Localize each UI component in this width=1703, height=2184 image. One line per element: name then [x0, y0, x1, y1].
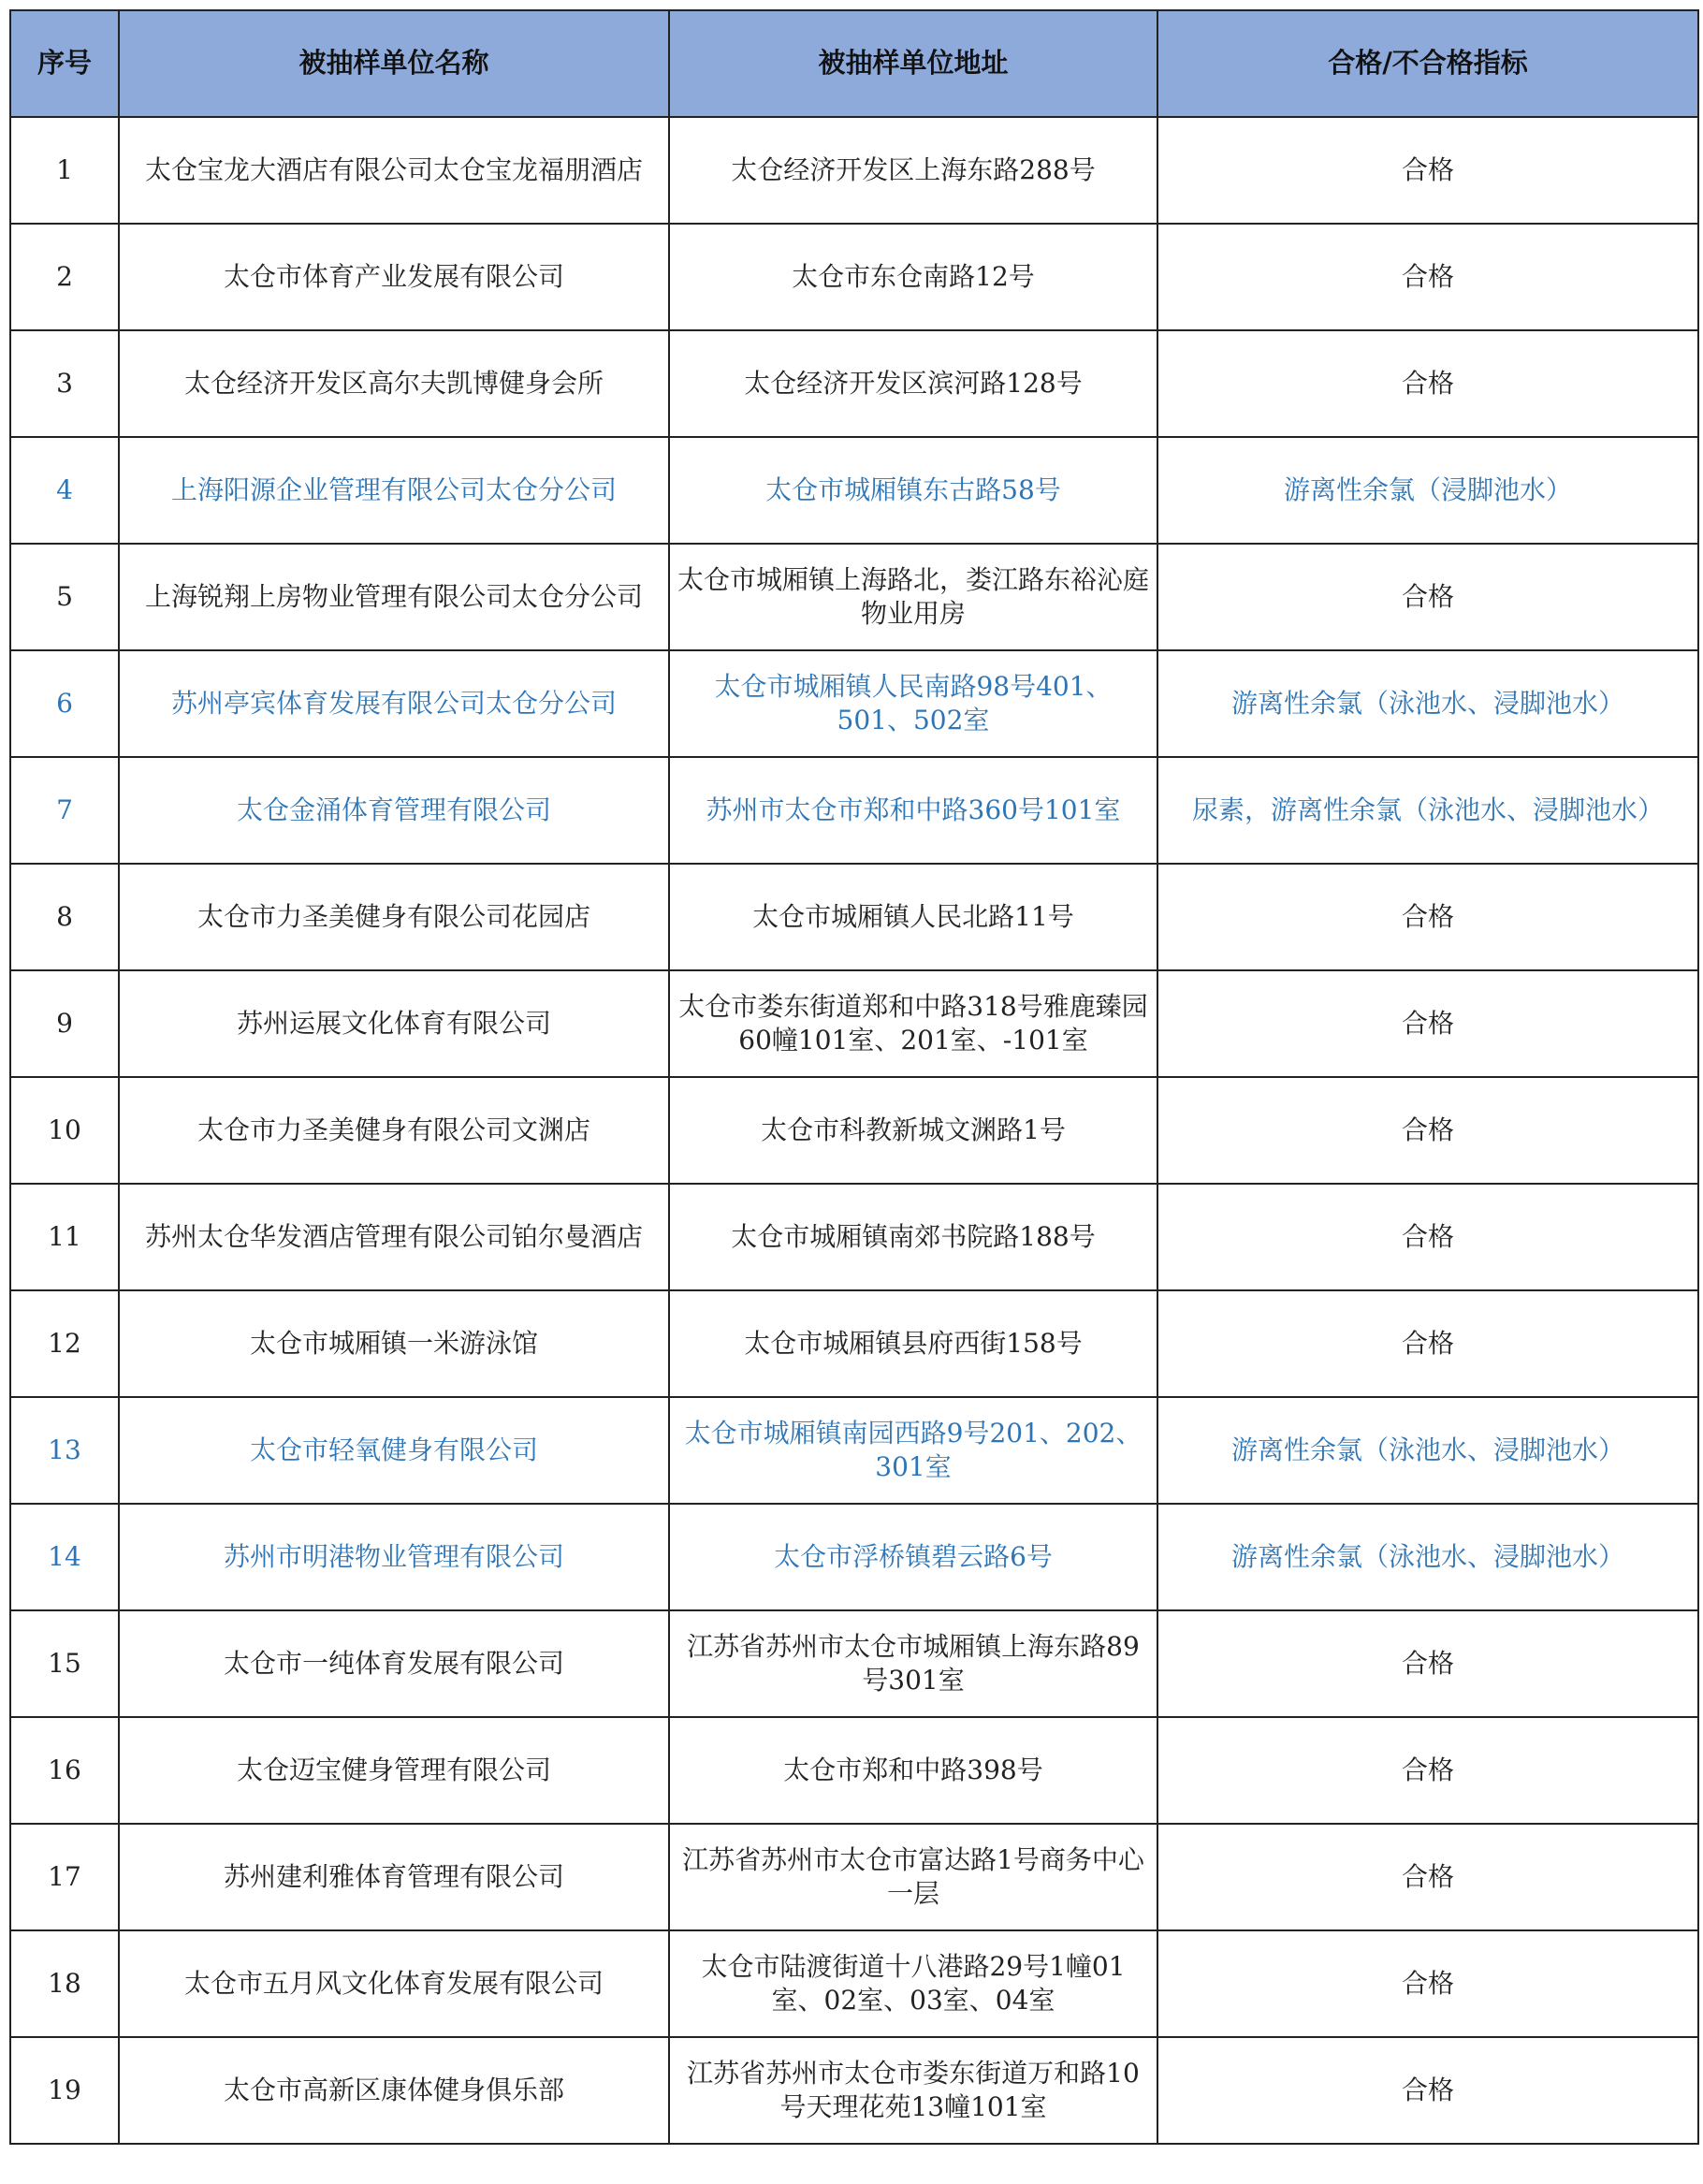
cell-unit-address: 太仓市陆渡街道十八港路29号1幢01室、02室、03室、04室 [669, 1930, 1157, 2037]
sampling-results-table [9, 9, 1699, 2145]
cell-result: 合格 [1157, 1610, 1698, 1717]
cell-serial-number: 12 [10, 1290, 119, 1397]
cell-result: 游离性余氯（泳池水、浸脚池水） [1157, 1397, 1698, 1504]
cell-unit-name: 太仓市力圣美健身有限公司文渊店 [119, 1077, 669, 1184]
cell-result: 合格 [1157, 864, 1698, 970]
cell-serial-number: 5 [10, 544, 119, 650]
table-row [10, 437, 1698, 544]
cell-serial-number: 17 [10, 1824, 119, 1930]
cell-unit-address: 江苏省苏州市太仓市富达路1号商务中心一层 [669, 1824, 1157, 1930]
cell-serial-number: 16 [10, 1717, 119, 1824]
cell-serial-number: 10 [10, 1077, 119, 1184]
table-row [10, 117, 1698, 224]
cell-result: 游离性余氯（浸脚池水） [1157, 437, 1698, 544]
cell-unit-address: 太仓市东仓南路12号 [669, 224, 1157, 330]
table-header [10, 10, 1698, 117]
cell-unit-address: 江苏省苏州市太仓市娄东街道万和路10号天理花苑13幢101室 [669, 2037, 1157, 2144]
table-row [10, 757, 1698, 864]
cell-unit-address: 太仓市浮桥镇碧云路6号 [669, 1504, 1157, 1610]
table-row [10, 330, 1698, 437]
cell-serial-number: 14 [10, 1504, 119, 1610]
cell-result: 合格 [1157, 330, 1698, 437]
cell-result: 合格 [1157, 1930, 1698, 2037]
table-row [10, 1184, 1698, 1290]
cell-unit-address: 太仓市城厢镇上海路北，娄江路东裕沁庭物业用房 [669, 544, 1157, 650]
cell-unit-address: 太仓市城厢镇人民南路98号401、501、502室 [669, 650, 1157, 757]
cell-result: 合格 [1157, 1824, 1698, 1930]
cell-unit-name: 上海锐翔上房物业管理有限公司太仓分公司 [119, 544, 669, 650]
table-row [10, 864, 1698, 970]
cell-unit-name: 苏州建利雅体育管理有限公司 [119, 1824, 669, 1930]
cell-unit-name: 太仓市体育产业发展有限公司 [119, 224, 669, 330]
table-row [10, 650, 1698, 757]
table-row [10, 544, 1698, 650]
cell-result: 合格 [1157, 970, 1698, 1077]
cell-unit-name: 太仓金涌体育管理有限公司 [119, 757, 669, 864]
cell-serial-number: 18 [10, 1930, 119, 2037]
cell-serial-number: 8 [10, 864, 119, 970]
cell-unit-name: 太仓市五月风文化体育发展有限公司 [119, 1930, 669, 2037]
cell-unit-name: 太仓迈宝健身管理有限公司 [119, 1717, 669, 1824]
cell-unit-name: 太仓经济开发区高尔夫凯博健身会所 [119, 330, 669, 437]
cell-serial-number: 2 [10, 224, 119, 330]
table-row [10, 1290, 1698, 1397]
cell-unit-name: 太仓宝龙大酒店有限公司太仓宝龙福朋酒店 [119, 117, 669, 224]
cell-result: 尿素，游离性余氯（泳池水、浸脚池水） [1157, 757, 1698, 864]
table-row [10, 1717, 1698, 1824]
header-unit-name: 被抽样单位名称 [119, 10, 669, 117]
cell-serial-number: 11 [10, 1184, 119, 1290]
cell-unit-name: 太仓市力圣美健身有限公司花园店 [119, 864, 669, 970]
cell-result: 合格 [1157, 544, 1698, 650]
cell-unit-address: 太仓市娄东街道郑和中路318号雅鹿臻园60幢101室、201室、-101室 [669, 970, 1157, 1077]
header-row [10, 10, 1698, 117]
table-row [10, 1504, 1698, 1610]
cell-result: 游离性余氯（泳池水、浸脚池水） [1157, 650, 1698, 757]
header-unit-address: 被抽样单位地址 [669, 10, 1157, 117]
cell-serial-number: 19 [10, 2037, 119, 2144]
cell-unit-name: 太仓市城厢镇一米游泳馆 [119, 1290, 669, 1397]
table-body [10, 117, 1698, 2144]
table-row [10, 1824, 1698, 1930]
cell-unit-name: 太仓市轻氧健身有限公司 [119, 1397, 669, 1504]
cell-result: 合格 [1157, 1290, 1698, 1397]
cell-serial-number: 15 [10, 1610, 119, 1717]
cell-unit-address: 太仓市郑和中路398号 [669, 1717, 1157, 1824]
cell-result: 合格 [1157, 117, 1698, 224]
cell-unit-address: 太仓市城厢镇南园西路9号201、202、301室 [669, 1397, 1157, 1504]
cell-serial-number: 13 [10, 1397, 119, 1504]
cell-unit-name: 苏州运展文化体育有限公司 [119, 970, 669, 1077]
cell-result: 合格 [1157, 224, 1698, 330]
cell-serial-number: 6 [10, 650, 119, 757]
cell-unit-name: 太仓市一纯体育发展有限公司 [119, 1610, 669, 1717]
table-row [10, 970, 1698, 1077]
cell-unit-address: 苏州市太仓市郑和中路360号101室 [669, 757, 1157, 864]
table-row [10, 1610, 1698, 1717]
cell-serial-number: 7 [10, 757, 119, 864]
cell-unit-name: 上海阳源企业管理有限公司太仓分公司 [119, 437, 669, 544]
cell-serial-number: 3 [10, 330, 119, 437]
cell-result: 合格 [1157, 1717, 1698, 1824]
cell-serial-number: 1 [10, 117, 119, 224]
cell-unit-address: 江苏省苏州市太仓市城厢镇上海东路89号301室 [669, 1610, 1157, 1717]
table-row [10, 224, 1698, 330]
cell-unit-name: 苏州市明港物业管理有限公司 [119, 1504, 669, 1610]
header-serial-number: 序号 [10, 10, 119, 117]
cell-unit-name: 太仓市高新区康体健身俱乐部 [119, 2037, 669, 2144]
cell-unit-address: 太仓市城厢镇人民北路11号 [669, 864, 1157, 970]
cell-serial-number: 4 [10, 437, 119, 544]
header-result: 合格/不合格指标 [1157, 10, 1698, 117]
cell-result: 合格 [1157, 1184, 1698, 1290]
cell-unit-name: 苏州亭宾体育发展有限公司太仓分公司 [119, 650, 669, 757]
cell-result: 合格 [1157, 1077, 1698, 1184]
table-row [10, 2037, 1698, 2144]
cell-unit-address: 太仓经济开发区滨河路128号 [669, 330, 1157, 437]
table-row [10, 1077, 1698, 1184]
cell-serial-number: 9 [10, 970, 119, 1077]
cell-unit-address: 太仓市城厢镇县府西街158号 [669, 1290, 1157, 1397]
table-row [10, 1930, 1698, 2037]
cell-result: 游离性余氯（泳池水、浸脚池水） [1157, 1504, 1698, 1610]
cell-unit-address: 太仓市城厢镇东古路58号 [669, 437, 1157, 544]
cell-unit-address: 太仓经济开发区上海东路288号 [669, 117, 1157, 224]
cell-result: 合格 [1157, 2037, 1698, 2144]
cell-unit-address: 太仓市城厢镇南郊书院路188号 [669, 1184, 1157, 1290]
table-row [10, 1397, 1698, 1504]
cell-unit-address: 太仓市科教新城文渊路1号 [669, 1077, 1157, 1184]
cell-unit-name: 苏州太仓华发酒店管理有限公司铂尔曼酒店 [119, 1184, 669, 1290]
